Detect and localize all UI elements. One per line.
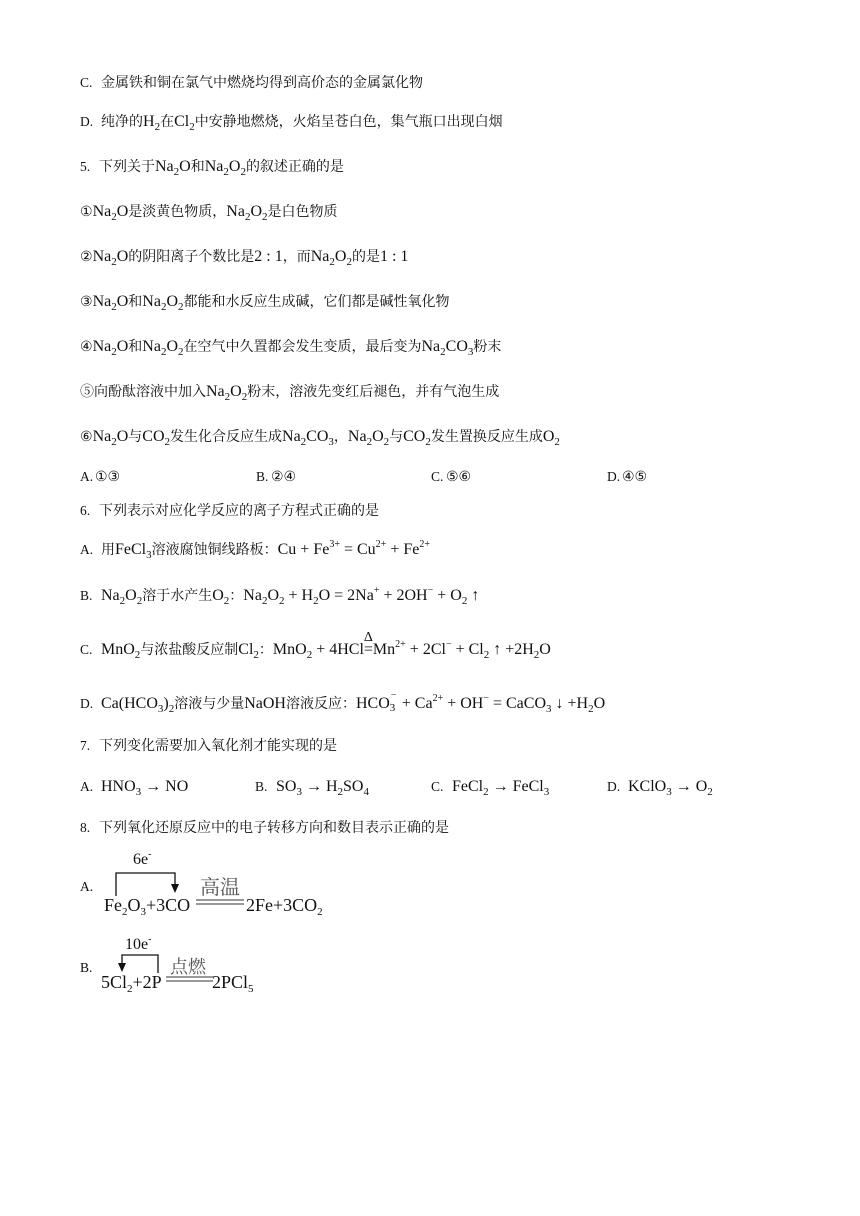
formula-run: O bbox=[250, 203, 262, 220]
statement-text bbox=[80, 428, 560, 448]
formula-run: Fe bbox=[104, 895, 122, 915]
q8-b-products bbox=[212, 972, 254, 995]
formula-run: Na bbox=[204, 158, 224, 175]
superscript: - bbox=[148, 934, 152, 945]
superscript: 2+ bbox=[419, 539, 430, 550]
subscript: 3 bbox=[296, 786, 302, 798]
question-text bbox=[99, 504, 379, 519]
q5-stem bbox=[80, 155, 344, 179]
q6-option-b bbox=[80, 584, 479, 608]
q6-option-a bbox=[80, 538, 430, 562]
subscript: 3 bbox=[135, 786, 142, 798]
subscript: 2 bbox=[111, 436, 117, 448]
q6-option-d bbox=[80, 692, 605, 716]
formula-run: 2Fe+3CO bbox=[246, 895, 318, 915]
subscript: 2 bbox=[160, 301, 167, 313]
formula-run: 5Cl bbox=[101, 972, 128, 992]
subscript-superscript-stack bbox=[389, 690, 398, 714]
subscript: 2 bbox=[134, 649, 141, 661]
q5-choice-c bbox=[431, 465, 471, 489]
choice-label: A. bbox=[80, 469, 94, 484]
option-label: C. bbox=[80, 642, 93, 657]
subscript: 3 bbox=[546, 703, 552, 715]
formula-run: Na bbox=[421, 338, 441, 355]
q8-a-products bbox=[246, 895, 323, 918]
q8-stem bbox=[80, 816, 449, 840]
q4-option-d bbox=[80, 110, 503, 134]
formula-run: = CaCO bbox=[488, 695, 547, 712]
option-label: B. bbox=[255, 779, 268, 794]
option-label: D. bbox=[80, 696, 94, 711]
formula-run: Cl bbox=[174, 113, 190, 130]
subscript: 2 bbox=[111, 346, 117, 358]
formula-run: + 2OH bbox=[379, 587, 428, 604]
q5-choice-b bbox=[256, 465, 296, 489]
subscript: 2 bbox=[317, 906, 323, 918]
formula-run: Na bbox=[226, 203, 245, 220]
choice-label: B. bbox=[256, 469, 269, 484]
formula-run: O bbox=[267, 587, 279, 604]
q5-choice-d bbox=[607, 465, 647, 489]
formula-run: ↑ bbox=[467, 587, 480, 604]
formula-run: MnO bbox=[101, 641, 135, 658]
option-label: A. bbox=[80, 542, 94, 557]
formula-run: 6e bbox=[133, 851, 149, 868]
subscript: 3 bbox=[666, 786, 672, 798]
subscript: 2 bbox=[554, 436, 560, 448]
question-number: 6. bbox=[80, 503, 91, 518]
formula-run: CO bbox=[142, 428, 165, 445]
choice-text: ④⑤ bbox=[622, 470, 648, 485]
subscript: 3 bbox=[140, 906, 146, 918]
formula-run: Na bbox=[310, 248, 330, 265]
subscript: 2 bbox=[588, 703, 594, 715]
subscript: 2 bbox=[461, 595, 468, 607]
text-run: 都能和水反应生成碱，它们都是碱性氧化物 bbox=[183, 295, 450, 310]
text-run: 在空气中久置都会发生变质，最后变为 bbox=[183, 340, 422, 355]
subscript: 2 bbox=[111, 211, 117, 223]
text-run: 的是 bbox=[351, 250, 380, 265]
text-run: 和 bbox=[190, 160, 205, 175]
q8-b-reaction-double-line bbox=[166, 977, 213, 981]
formula-run: KClO bbox=[628, 778, 667, 795]
text-run: 与 bbox=[389, 430, 404, 445]
formula-run: ) bbox=[163, 695, 169, 712]
text-run: ： bbox=[229, 589, 244, 604]
formula-run: O bbox=[334, 248, 347, 265]
subscript: 5 bbox=[248, 983, 254, 995]
text-run: ，而 bbox=[282, 250, 311, 265]
option-text bbox=[101, 778, 189, 798]
text-run: 溶于水产生 bbox=[142, 589, 213, 604]
formula-run: O bbox=[212, 587, 224, 604]
formula-run: ↓ +H bbox=[551, 695, 589, 712]
subscript: 2 bbox=[154, 121, 161, 133]
formula-run: + H bbox=[284, 587, 314, 604]
statement-text bbox=[80, 338, 502, 358]
statement-text bbox=[80, 203, 338, 223]
choice-label: D. bbox=[607, 469, 621, 484]
option-label: D. bbox=[607, 779, 621, 794]
subscript: 2 bbox=[533, 649, 540, 661]
choice-text: ⑤⑥ bbox=[446, 470, 472, 485]
formula-run: Cl bbox=[238, 641, 254, 658]
formula-run: Na bbox=[347, 428, 367, 445]
text-run: 下列关于 bbox=[99, 160, 155, 175]
arrowhead-icon bbox=[118, 963, 126, 972]
subscript: 2 bbox=[122, 906, 128, 918]
q8-option-b-label bbox=[80, 956, 101, 980]
option-label: A. bbox=[80, 779, 94, 794]
formula-run: O = 2Na bbox=[318, 587, 374, 604]
subscript: 2 bbox=[383, 436, 390, 448]
q8-option-a-label bbox=[80, 875, 101, 899]
text-run: 粉末 bbox=[473, 340, 502, 355]
formula-run: 10e bbox=[125, 936, 149, 953]
text-run: ② bbox=[80, 250, 93, 265]
formula-run: Na bbox=[101, 587, 120, 604]
subscript: 2 bbox=[224, 391, 231, 403]
formula-run: Na bbox=[142, 293, 161, 310]
subscript: 2 bbox=[261, 595, 268, 607]
subscript: 3 bbox=[146, 549, 152, 561]
formula-run: SO bbox=[343, 778, 364, 795]
formula-run: + 4HCl bbox=[312, 641, 364, 658]
formula-run: Na bbox=[92, 338, 112, 355]
q8-a-electron-bracket bbox=[116, 873, 175, 896]
text-run: ⑤向酚酞溶液中加入 bbox=[80, 385, 206, 400]
subscript: 2 bbox=[119, 595, 126, 607]
q5-statement-1 bbox=[80, 200, 338, 224]
subscript: 3 bbox=[467, 346, 474, 358]
formula-run: + Cl bbox=[451, 641, 484, 658]
formula-run: O bbox=[166, 338, 178, 355]
formula-run: → H bbox=[301, 778, 338, 795]
q4-option-c bbox=[80, 71, 423, 95]
subscript: 2 bbox=[178, 346, 184, 358]
text-run: 和 bbox=[128, 295, 143, 310]
text-run: 是淡黄色物质， bbox=[128, 205, 227, 220]
text-run: ， bbox=[333, 430, 348, 445]
text-run: 溶液腐蚀铜线路板： bbox=[151, 543, 278, 558]
formula-run: Na bbox=[243, 587, 262, 604]
text-run: 下列变化需要加入氧化剂才能实现的是 bbox=[99, 739, 337, 754]
bracket-line bbox=[122, 955, 158, 973]
subscript: 3 bbox=[328, 436, 334, 448]
option-text bbox=[276, 778, 369, 798]
formula-run: Na bbox=[206, 383, 225, 400]
option-text bbox=[101, 76, 423, 91]
formula-run: O bbox=[116, 293, 129, 310]
subscript: 2 bbox=[241, 391, 248, 403]
option-label: A. bbox=[80, 879, 94, 894]
q8-a-reactants bbox=[104, 895, 191, 918]
formula-run: CO bbox=[403, 428, 426, 445]
formula-run: Na bbox=[92, 203, 112, 220]
question-number: 5. bbox=[80, 159, 91, 174]
text-run: 发生化合反应生成 bbox=[170, 430, 283, 445]
text-run: 粉末，溶液先变红后褪色，并有气泡生成 bbox=[247, 385, 500, 400]
subscript: 2 bbox=[189, 121, 195, 133]
superscript: + bbox=[373, 585, 380, 596]
heating-equals-sign bbox=[363, 630, 373, 663]
text-run: 发生置换反应生成 bbox=[430, 430, 543, 445]
text-run: ⑥ bbox=[80, 430, 93, 445]
q7-option-c bbox=[431, 775, 549, 799]
q7-option-d bbox=[607, 775, 713, 799]
subscript: 2 bbox=[346, 256, 352, 268]
option-text bbox=[628, 778, 713, 798]
q5-statement-2 bbox=[80, 245, 408, 269]
q5-statement-3 bbox=[80, 290, 450, 314]
question-number: 7. bbox=[80, 738, 91, 753]
q8-b-electron-bracket bbox=[122, 955, 158, 973]
q8-a-condition: 高温 bbox=[200, 877, 240, 899]
subscript: 2 bbox=[173, 166, 180, 178]
q5-statement-6 bbox=[80, 425, 560, 449]
choice-text: ①③ bbox=[95, 470, 121, 485]
formula-run: + O bbox=[433, 587, 462, 604]
option-text bbox=[101, 585, 480, 607]
superscript: - bbox=[148, 849, 152, 860]
formula-run: O bbox=[228, 158, 241, 175]
formula-run: O bbox=[127, 895, 141, 915]
q7-option-b bbox=[255, 775, 369, 799]
superscript: − bbox=[427, 585, 434, 596]
superscript: 3+ bbox=[329, 539, 340, 550]
text-run: 和 bbox=[128, 340, 143, 355]
subscript: 2 bbox=[111, 256, 117, 268]
subscript: 2 bbox=[313, 595, 319, 607]
text-run: 的阴阳离子个数比是 bbox=[128, 250, 255, 265]
text-run: ④ bbox=[80, 340, 93, 355]
formula-run: +2P bbox=[132, 972, 162, 992]
subscript: 4 bbox=[363, 786, 369, 798]
text-run: 在 bbox=[160, 115, 175, 130]
subscript: 2 bbox=[253, 649, 259, 661]
q6-option-c bbox=[80, 630, 551, 662]
text-run: 用 bbox=[101, 543, 115, 558]
formula-run: O bbox=[539, 641, 551, 658]
formula-run: O bbox=[116, 338, 129, 355]
text-run: ： bbox=[258, 643, 273, 658]
formula-run: O bbox=[125, 587, 137, 604]
subscript: 2 bbox=[707, 786, 713, 798]
subscript: 2 bbox=[337, 786, 344, 798]
subscript: 2 bbox=[240, 166, 246, 178]
subscript: 2 bbox=[223, 595, 230, 607]
statement-text bbox=[80, 248, 409, 268]
formula-run: O bbox=[593, 695, 606, 712]
formula-run: +3CO bbox=[146, 895, 191, 915]
question-text bbox=[99, 739, 337, 754]
question-text bbox=[99, 158, 344, 178]
option-label: B. bbox=[80, 588, 93, 603]
formula-run: HNO bbox=[101, 778, 136, 795]
arrowhead-icon bbox=[171, 884, 179, 893]
bracket-line bbox=[116, 873, 175, 896]
subscript: 2 bbox=[425, 436, 431, 448]
text-run: ① bbox=[80, 205, 93, 220]
formula-run: Na bbox=[92, 248, 112, 265]
statement-text bbox=[80, 383, 500, 403]
formula-run: 2 : 1 bbox=[254, 248, 283, 265]
formula-run: FeCl bbox=[452, 778, 484, 795]
superscript: 2+ bbox=[395, 639, 406, 650]
formula-run: O bbox=[116, 203, 129, 220]
formula-run: H bbox=[143, 113, 155, 130]
q7-option-a bbox=[80, 775, 188, 799]
superscript: − bbox=[445, 639, 452, 650]
subscript: 2 bbox=[440, 346, 446, 358]
subscript: 2 bbox=[329, 256, 335, 268]
formula-run: 2PCl bbox=[212, 972, 249, 992]
q5-choice-a bbox=[80, 465, 120, 489]
formula-run: O bbox=[116, 248, 129, 265]
formula-run: + Ca bbox=[397, 695, 433, 712]
choice-label: C. bbox=[431, 469, 444, 484]
subscript: 3 bbox=[157, 703, 164, 715]
text-run: 是白色物质 bbox=[267, 205, 338, 220]
option-label: B. bbox=[80, 960, 93, 975]
superscript: 2+ bbox=[432, 693, 444, 704]
statement-text bbox=[80, 293, 450, 313]
formula-run: Na bbox=[92, 428, 112, 445]
formula-run: FeCl bbox=[115, 541, 147, 558]
q6-stem bbox=[80, 499, 379, 523]
subscript: 2 bbox=[111, 301, 117, 313]
formula-run: CO bbox=[306, 428, 329, 445]
formula-run: O bbox=[230, 383, 242, 400]
text-run: 与 bbox=[128, 430, 143, 445]
formula-run: → O bbox=[671, 778, 708, 795]
option-label: C. bbox=[431, 779, 444, 794]
formula-run: + OH bbox=[443, 695, 484, 712]
text-run: 下列氧化还原反应中的电子转移方向和数目表示正确的是 bbox=[99, 821, 449, 836]
formula-run: Na bbox=[142, 338, 161, 355]
formula-run: + 2Cl bbox=[405, 641, 446, 658]
q7-stem bbox=[80, 734, 337, 758]
subscript: 2 bbox=[279, 595, 285, 607]
subscript: 2 bbox=[223, 166, 229, 178]
formula-run: Ca(HCO bbox=[101, 695, 158, 712]
heating-mark: Δ bbox=[363, 630, 373, 645]
subscript: 2 bbox=[300, 436, 307, 448]
subscript: 2 bbox=[178, 301, 184, 313]
option-label: D. bbox=[80, 114, 94, 129]
subscript: 2 bbox=[483, 649, 490, 661]
text-run: 溶液反应： bbox=[285, 697, 356, 712]
option-text bbox=[101, 539, 430, 561]
option-label: C. bbox=[80, 75, 93, 90]
superscript: − bbox=[483, 693, 489, 704]
subscript: 3 bbox=[389, 702, 396, 714]
formula-run: NaOH bbox=[244, 695, 286, 712]
formula-run: O bbox=[179, 158, 191, 175]
formula-run: + Fe bbox=[386, 541, 420, 558]
text-run: 与浓盐酸反应制 bbox=[140, 643, 239, 658]
option-text bbox=[101, 630, 551, 661]
q8-b-condition: 点燃 bbox=[170, 957, 206, 977]
choice-text: ②④ bbox=[271, 470, 297, 485]
subscript: 2 bbox=[136, 595, 143, 607]
superscript: − bbox=[390, 690, 397, 701]
subscript: 3 bbox=[543, 786, 550, 798]
formula-run: Mn bbox=[372, 641, 396, 658]
formula-run: = Cu bbox=[339, 541, 376, 558]
option-text bbox=[101, 690, 606, 715]
superscript: 2+ bbox=[375, 539, 387, 550]
subscript: 2 bbox=[366, 436, 373, 448]
q5-statement-5 bbox=[80, 380, 499, 404]
q8-b-electron-count bbox=[125, 933, 151, 953]
subscript: 2 bbox=[262, 211, 268, 223]
formula-run: → FeCl bbox=[488, 778, 544, 795]
equals-sign: = bbox=[363, 641, 373, 658]
subscript: 2 bbox=[306, 649, 313, 661]
q5-statement-4 bbox=[80, 335, 501, 359]
text-run: 的叙述正确的是 bbox=[245, 160, 344, 175]
formula-run: Na bbox=[282, 428, 301, 445]
question-text bbox=[99, 821, 449, 836]
subscript: 2 bbox=[164, 436, 171, 448]
option-text bbox=[452, 778, 550, 798]
subscript: 2 bbox=[483, 786, 489, 798]
formula-run: → NO bbox=[141, 778, 189, 795]
q8-a-reaction-double-line bbox=[196, 900, 244, 904]
formula-run: O bbox=[372, 428, 384, 445]
subscript: 2 bbox=[244, 211, 251, 223]
text-run: 金属铁和铜在氯气中燃烧均得到高价态的金属氯化物 bbox=[101, 76, 423, 91]
formula-run: ↑ +2H bbox=[489, 641, 534, 658]
formula-run: CO bbox=[445, 338, 468, 355]
text-run: 下列表示对应化学反应的离子方程式正确的是 bbox=[99, 504, 379, 519]
subscript: 2 bbox=[160, 346, 167, 358]
text-run: 溶液与少量 bbox=[174, 697, 245, 712]
formula-run: O bbox=[542, 428, 555, 445]
subscript: 2 bbox=[168, 703, 175, 715]
formula-run: SO bbox=[276, 778, 297, 795]
formula-run: MnO bbox=[272, 641, 307, 658]
option-text bbox=[101, 113, 503, 133]
subscript: 2 bbox=[127, 983, 133, 995]
formula-run: O bbox=[166, 293, 178, 310]
formula-run: Na bbox=[92, 293, 112, 310]
formula-run: Na bbox=[155, 158, 174, 175]
formula-run: Cu + Fe bbox=[277, 541, 330, 558]
formula-run: HCO bbox=[355, 695, 390, 712]
text-run: 纯净的 bbox=[101, 115, 143, 130]
text-run: ③ bbox=[80, 295, 93, 310]
text-run: 中安静地燃烧，火焰呈苍白色，集气瓶口出现白烟 bbox=[194, 115, 503, 130]
question-number: 8. bbox=[80, 820, 91, 835]
q8-a-electron-count bbox=[133, 848, 151, 868]
formula-run: 1 : 1 bbox=[379, 248, 409, 265]
q8-b-reactants bbox=[101, 972, 162, 995]
formula-run: O bbox=[116, 428, 129, 445]
